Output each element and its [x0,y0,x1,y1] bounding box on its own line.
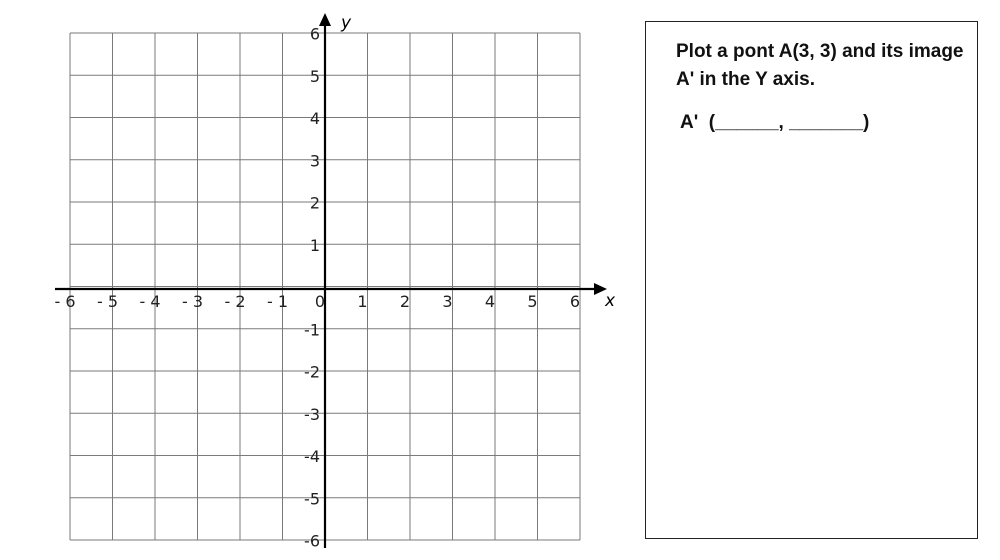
x-tick-label: 5 [527,292,538,311]
y-tick-label: -2 [304,362,320,382]
x-tick-label: - 4 [139,292,161,311]
x-tick-label: 2 [399,292,411,311]
y-tick-label: -5 [304,489,320,509]
y-tick-label: -4 [304,447,320,466]
y-tick-label: 6 [309,24,320,44]
x-tick-label: 6 [569,292,581,311]
y-tick-label: -3 [304,404,320,424]
answer-prompt[interactable]: A' (______, _______) [680,112,870,133]
x-tick-label: - 6 [54,292,76,311]
y-tick-label: -6 [304,531,320,551]
x-tick-label: 0 [314,292,326,311]
x-tick-label: - 2 [224,292,246,311]
task-panel [645,21,978,539]
x-tick-label: 3 [442,292,453,311]
y-tick-label: 5 [309,66,320,86]
x-tick-label: - 3 [181,292,204,311]
y-tick-label: 4 [309,109,320,128]
y-tick-label: -1 [304,320,320,340]
y-tick-label: 1 [309,235,320,255]
y-axis-label: y [341,13,352,33]
y-tick-label: 2 [309,193,320,213]
x-tick-label: - 5 [96,292,119,311]
task-instruction: Plot a pont A(3, 3) and its image A' in the Y axis. [676,41,964,90]
x-tick-label: 1 [357,292,368,311]
y-tick-label: 3 [309,151,320,171]
x-tick-label: - 1 [266,292,289,311]
y-axis-arrow-icon [319,13,331,26]
x-tick-label: 4 [484,292,496,311]
x-axis-label: x [605,291,616,311]
